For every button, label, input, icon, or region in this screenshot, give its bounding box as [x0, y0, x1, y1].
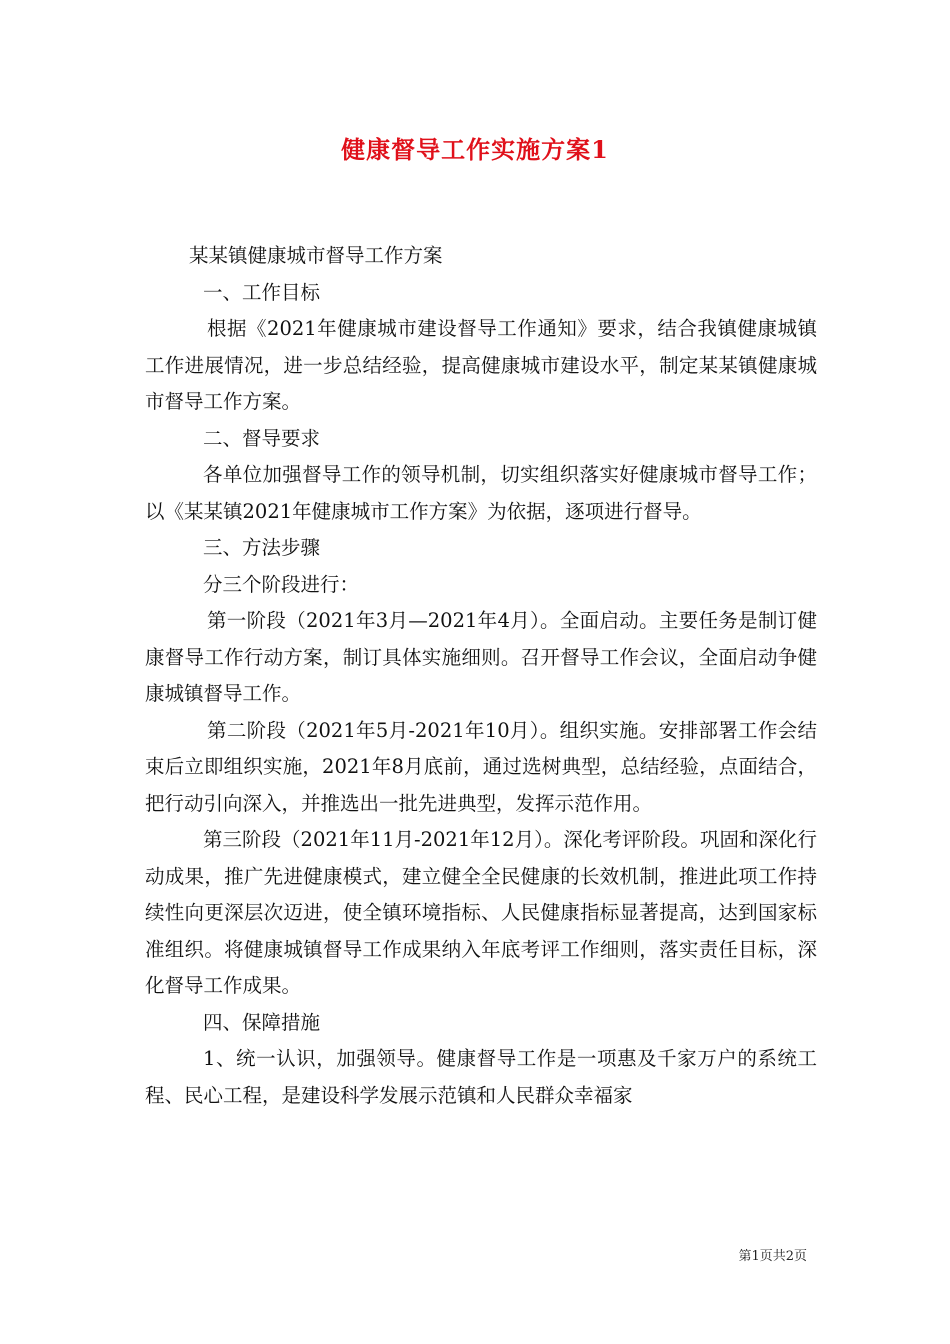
paragraph-doc-subtitle: 某某镇健康城市督导工作方案 [189, 244, 443, 267]
page-indicator: 第1页共2页 [738, 1249, 807, 1264]
document-title: 健康督导工作实施方案1 [341, 135, 609, 164]
paragraph-safeguard-one: 1、统一认识，加强领导。健康督导工作是一项惠及千家万户的系统工程、民心工程，是建设科学发展示范镇和人民群众幸福家 [145, 1047, 817, 1107]
document-body [145, 238, 817, 1114]
paragraph-stage-one: 第一阶段（2021年3月—2021年4月）。全面启动。主要任务是制订健康督导工作行动方案，制订具体实施细则。召开督导工作会议，全面启动争健康城镇督导工作。 [145, 609, 817, 705]
paragraph-three-stages: 分三个阶段进行： [203, 572, 360, 596]
heading-method-steps: 三、方法步骤 [203, 536, 321, 559]
paragraph-work-goals: 根据《2021年健康城市建设督导工作通知》要求，结合我镇健康城镇工作进展情况，进一步总结经验，提高健康城市建设水平，制定某某镇健康城市督导工作方案。 [145, 317, 817, 413]
heading-supervision-requirements: 二、督导要求 [203, 426, 321, 450]
paragraph-stage-two: 第二阶段（2021年5月-2021年10月）。组织实施。安排部署工作会结束后立即组织实施，2021年8月底前，通过选树典型，总结经验，点面结合，把行动引向深入，并推选出一批先进典型，发挥示范作用。 [145, 718, 817, 815]
paragraph-supervision-requirements: 各单位加强督导工作的领导机制，切实组织落实好健康城市督导工作；以《某某镇2021年健康城市工作方案》为依据，逐项进行督导。 [145, 463, 817, 523]
heading-work-goals: 一、工作目标 [203, 280, 321, 304]
heading-safeguards: 四、保障措施 [203, 1010, 321, 1034]
paragraph-stage-three: 第三阶段（2021年11月-2021年12月）。深化考评阶段。巩固和深化行动成果，推广先进健康模式，建立健全全民健康的长效机制，推进此项工作持续性向更深层次迈进，使全镇环境指标、人民健康指标显著提高，达到国家标准组织。将健康城镇督导工作成果纳入年底考评工作细则，落实责任目标，深化督导工作成果。 [145, 828, 817, 997]
